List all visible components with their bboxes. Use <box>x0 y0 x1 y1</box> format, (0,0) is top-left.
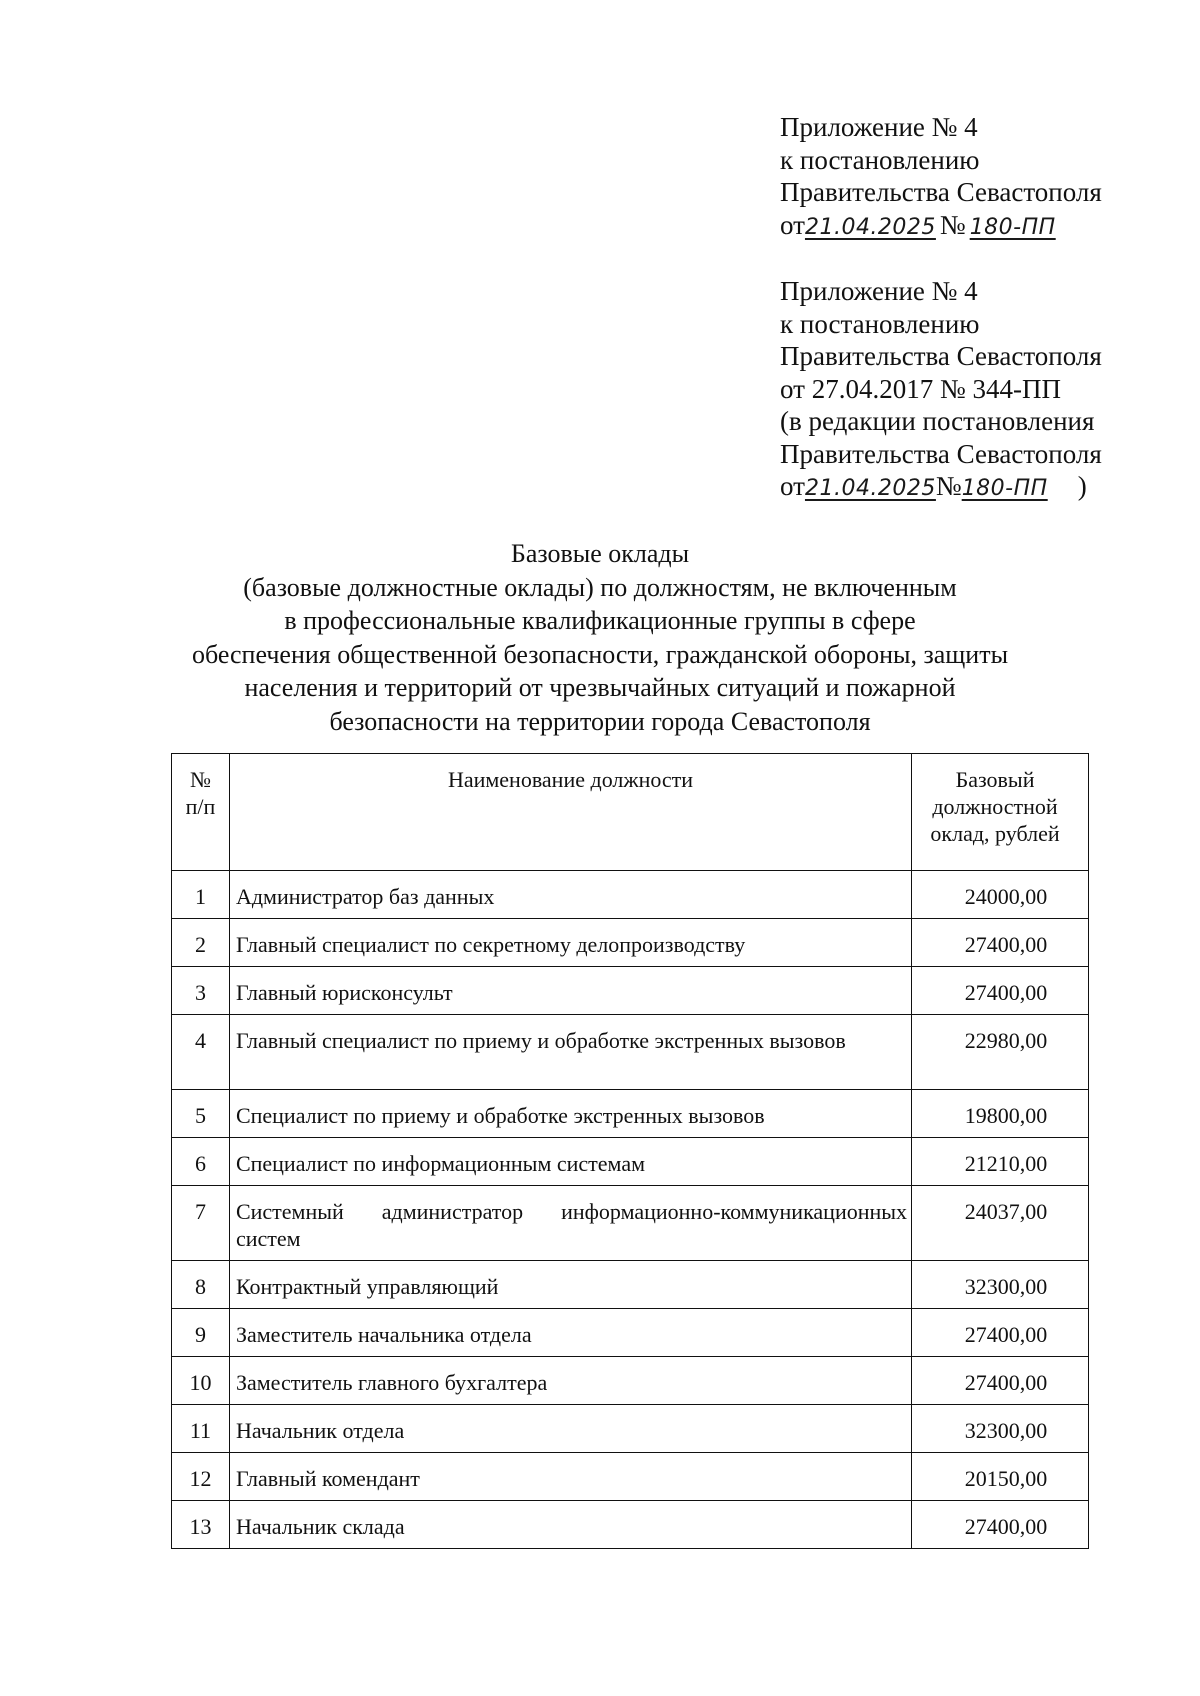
appendix-government: Правительства Севастополя <box>780 341 1102 371</box>
header-position-name: Наименование должности <box>229 754 911 871</box>
row-number: 10 <box>172 1357 230 1405</box>
table-row <box>172 1015 1089 1090</box>
position-name: Главный комендант <box>229 1453 911 1501</box>
appendix-title: Приложение № 4 <box>780 276 978 306</box>
appendix-government: Правительства Севастополя <box>780 177 1102 207</box>
header-salary-line: Базовый <box>955 767 1035 792</box>
base-salary: 24000,00 <box>912 871 1089 919</box>
base-salary: 32300,00 <box>912 1405 1089 1453</box>
row-number: 6 <box>172 1138 230 1186</box>
position-name: Заместитель главного бухгалтера <box>229 1357 911 1405</box>
date-prefix: от <box>780 471 805 501</box>
base-salary: 20150,00 <box>912 1453 1089 1501</box>
row-number: 5 <box>172 1090 230 1138</box>
position-name: Главный юрисконсульт <box>229 967 911 1015</box>
position-name: Главный специалист по секретному делопроизводству <box>229 919 911 967</box>
position-name: Администратор баз данных <box>229 871 911 919</box>
base-salary: 24037,00 <box>912 1186 1089 1261</box>
table-row <box>172 919 1089 967</box>
table-row <box>172 1186 1089 1261</box>
number-prefix: № <box>935 471 962 501</box>
row-number: 3 <box>172 967 230 1015</box>
base-salary: 32300,00 <box>912 1261 1089 1309</box>
title-line: населения и территорий от чрезвычайных ситуаций и пожарной <box>244 673 956 702</box>
appendix-header-original <box>780 275 1102 506</box>
base-salary: 27400,00 <box>912 1309 1089 1357</box>
base-salary: 27400,00 <box>912 1357 1089 1405</box>
header-base-salary <box>912 754 1089 871</box>
row-number: 11 <box>172 1405 230 1453</box>
row-number: 2 <box>172 919 230 967</box>
table-row <box>172 1357 1089 1405</box>
position-name: Специалист по информационным системам <box>229 1138 911 1186</box>
appendix-resolution-ref: к постановлению <box>780 308 980 339</box>
table-row <box>172 1501 1089 1549</box>
row-number: 13 <box>172 1501 230 1549</box>
number-prefix: № <box>939 209 966 240</box>
header-salary-line: оклад, рублей <box>930 821 1060 846</box>
handwritten-number: 180-ПП <box>969 214 1056 240</box>
title-line: Базовые оклады <box>510 539 690 568</box>
row-number: 12 <box>172 1453 230 1501</box>
table-row <box>172 871 1089 919</box>
title-line: в профессиональные квалификационные группы в сфере <box>284 606 916 635</box>
table-row <box>172 1453 1089 1501</box>
handwritten-date: 21.04.2025 <box>804 214 936 240</box>
title-line: безопасности на территории города Севастополя <box>329 706 871 736</box>
title-line: обеспечения общественной безопасности, гражданской обороны, защиты <box>191 639 1009 669</box>
revision-note: (в редакции постановления <box>780 406 1095 436</box>
original-resolution-date: от 27.04.2017 № 344-ПП <box>780 373 1061 404</box>
table-row <box>172 1090 1089 1138</box>
closing-parenthesis: ) <box>1077 471 1087 501</box>
table-row <box>172 967 1089 1015</box>
row-number: 9 <box>172 1309 230 1357</box>
table-row <box>172 1261 1089 1309</box>
appendix-date-number <box>780 209 1102 245</box>
table-row <box>172 1138 1089 1186</box>
appendix-title: Приложение № 4 <box>780 112 978 142</box>
base-salary: 19800,00 <box>912 1090 1089 1138</box>
revision-date-number <box>780 470 1102 506</box>
appendix-resolution-ref: к постановлению <box>780 144 980 175</box>
row-number: 8 <box>172 1261 230 1309</box>
base-salary: 21210,00 <box>912 1138 1089 1186</box>
table-row <box>172 1405 1089 1453</box>
position-name: Контрактный управляющий <box>229 1261 911 1309</box>
base-salary: 27400,00 <box>912 919 1089 967</box>
revision-government: Правительства Севастополя <box>780 438 1102 469</box>
position-name: Заместитель начальника отдела <box>229 1309 911 1357</box>
document-title <box>150 537 1050 738</box>
handwritten-date: 21.04.2025 <box>804 476 936 501</box>
row-number: 1 <box>172 871 230 919</box>
header-number-symbol: № <box>189 767 211 792</box>
header-salary-line: должностной <box>932 794 1058 819</box>
base-salary: 27400,00 <box>912 1501 1089 1549</box>
table-header-row <box>172 754 1089 871</box>
title-line: (базовые должностные оклады) по должностям, не включенным <box>243 572 957 602</box>
handwritten-number: 180-ПП <box>961 476 1048 501</box>
position-name: Начальник отдела <box>229 1405 911 1453</box>
position-name: Специалист по приему и обработке экстренных вызовов <box>229 1090 911 1138</box>
appendix-header-new <box>780 111 1102 244</box>
position-name: Начальник склада <box>229 1501 911 1549</box>
base-salary: 22980,00 <box>912 1015 1089 1090</box>
header-number-abbr: п/п <box>185 794 216 819</box>
base-salary: 27400,00 <box>912 967 1089 1015</box>
position-name: Системный администратор информационно-коммуникационных систем <box>229 1186 911 1261</box>
row-number: 7 <box>172 1186 230 1261</box>
row-number: 4 <box>172 1015 230 1090</box>
date-prefix: от <box>780 209 805 240</box>
header-number <box>172 754 230 871</box>
position-name: Главный специалист по приему и обработке экстренных вызовов <box>229 1015 911 1090</box>
table-row <box>172 1309 1089 1357</box>
salary-table <box>171 753 1089 1549</box>
